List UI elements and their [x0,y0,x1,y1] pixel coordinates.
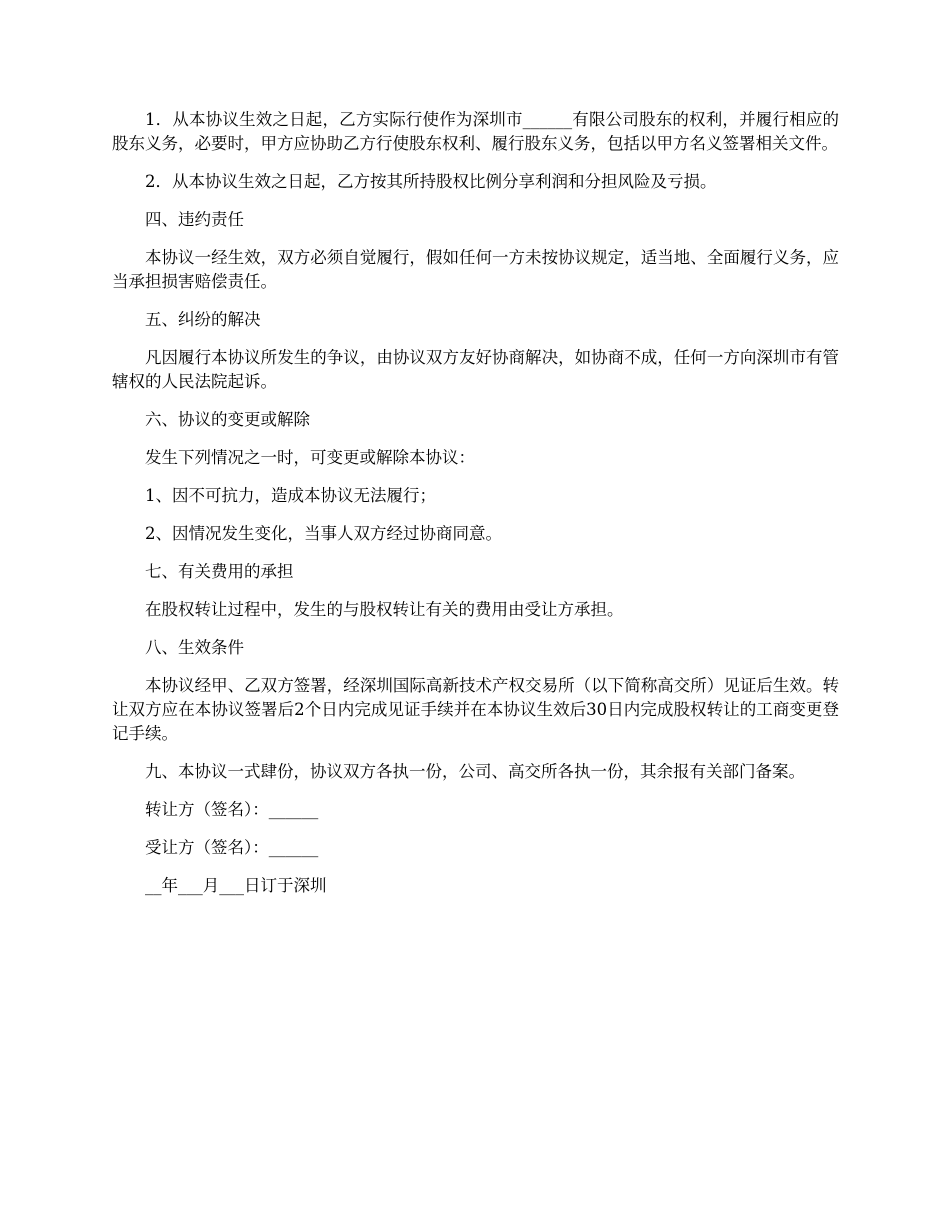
clause-1-paragraph: 1．从本协议生效之日起，乙方实际行使作为深圳市______有限公司股东的权利，并履行相应的股东义务，必要时，甲方应协助乙方行使股东权利、履行股东义务，包括以甲方名义签署相关文件。 [112,110,839,153]
section-heading-modification: 六、协议的变更或解除 [145,410,310,429]
modification-item-2: 2、因情况发生变化，当事人双方经过协商同意。 [145,524,502,543]
section-heading-fees: 七、有关费用的承担 [145,562,294,581]
section-heading-breach: 四、违约责任 [145,210,244,229]
document-body [112,108,839,912]
modification-intro-paragraph: 发生下列情况之一时，可变更或解除本协议： [145,448,475,467]
modification-item-1: 1、因不可抗力，造成本协议无法履行； [145,486,436,505]
date-place-line: __年___月___日订于深圳 [145,876,327,895]
transferee-signature-line: 受让方（签名）：______ [145,838,319,857]
section-heading-effectiveness: 八、生效条件 [145,638,244,657]
effectiveness-paragraph: 本协议经甲、乙双方签署，经深圳国际高新技术产权交易所（以下简称高交所）见证后生效。转让双方应在本协议签署后2个日内完成见证手续并在本协议生效后30日内完成股权转让的工商变更登记手续。 [112,676,839,743]
clause-2-paragraph: 2．从本协议生效之日起，乙方按其所持股权比例分享利润和分担风险及亏损。 [145,172,717,191]
transferor-signature-line: 转让方（签名）：______ [145,800,319,819]
dispute-paragraph: 凡因履行本协议所发生的争议，由协议双方友好协商解决，如协商不成，任何一方向深圳市有管辖权的人民法院起诉。 [112,348,839,391]
section-heading-dispute: 五、纠纷的解决 [145,310,261,329]
breach-paragraph: 本协议一经生效，双方必须自觉履行，假如任何一方未按协议规定，适当地、全面履行义务，应当承担损害赔偿责任。 [112,248,839,291]
copies-paragraph: 九、本协议一式肆份，协议双方各执一份，公司、高交所各执一份，其余报有关部门备案。 [145,762,805,781]
fees-paragraph: 在股权转让过程中，发生的与股权转让有关的费用由受让方承担。 [145,600,624,619]
